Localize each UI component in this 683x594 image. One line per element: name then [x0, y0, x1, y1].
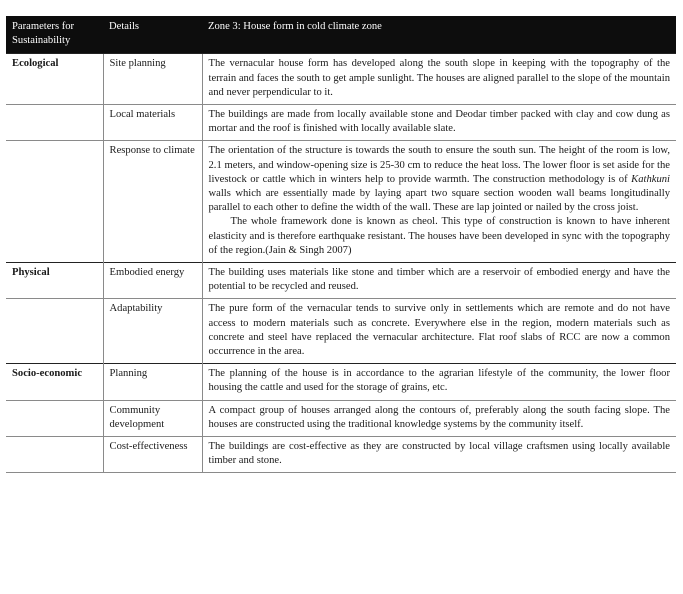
parameter-cell	[6, 141, 103, 263]
description-cell: A compact group of houses arranged along the contours of, preferably along the south facing slope. The houses are constructed using the traditional knowledge systems by the community itself.	[202, 400, 676, 436]
table-row	[6, 141, 676, 263]
table-header-row	[6, 16, 676, 54]
sustainability-table	[6, 16, 676, 473]
detail-cell: Planning	[103, 364, 202, 400]
description-cell: The buildings are cost-effective as they are constructed by local village craftsmen using locally available timber and stone.	[202, 437, 676, 473]
detail-cell: Local materials	[103, 105, 202, 141]
table-row	[6, 400, 676, 436]
parameter-cell: Physical	[6, 263, 103, 299]
description-text: walls which are essentially made by laying apart two square section wooden wall beams longitudinally parallel to each other to define the width of the wall. These are lap jointed or nailed by the cross joist.	[208, 188, 670, 214]
table-row	[6, 105, 676, 141]
parameter-cell: Socio-economic	[6, 364, 103, 400]
table-row	[6, 54, 676, 105]
header-parameters: Parameters for Sustainability	[12, 21, 75, 47]
detail-cell: Cost-effectiveness	[103, 437, 202, 473]
table-row	[6, 299, 676, 364]
description-cell: The vernacular house form has developed along the south slope in keeping with the topography of the terrain and faces the south to get ample sunlight. The houses are aligned parallel to the slope of the mountain and never perpendicular to it.	[202, 54, 676, 105]
detail-cell: Adaptability	[103, 299, 202, 364]
header-details: Details	[109, 21, 140, 32]
header-zone: Zone 3: House form in cold climate zone	[208, 21, 382, 32]
description-paragraph: The whole framework done is known as cheol. This type of construction is known to have inherent elasticity and is therefore earthquake resistant. The houses have been developed in sync with the topography of the region.(Jain & Singh 2007)	[208, 216, 670, 256]
detail-cell: Embodied energy	[103, 263, 202, 299]
description-text: The orientation of the structure is towards the south to ensure the south sun. The height of the room is low, 2.1 meters, and window-opening size is 25-30 cm to reduce the heat loss. The lower floor is set aside for the livestock or cattle which in winters help to provide warmth. The construction methodology is of	[208, 145, 670, 185]
table-row	[6, 437, 676, 473]
parameter-cell	[6, 105, 103, 141]
description-cell: The planning of the house is in accordance to the agrarian lifestyle of the community, the lower floor housing the cattle and used for the storage of grains, etc.	[202, 364, 676, 400]
description-cell: The building uses materials like stone and timber which are a reservoir of embodied energy and have the potential to be recycled and reused.	[202, 263, 676, 299]
description-cell	[202, 141, 676, 263]
parameter-cell	[6, 437, 103, 473]
table-row	[6, 263, 676, 299]
detail-cell: Site planning	[103, 54, 202, 105]
description-emphasis: Kathkuni	[631, 173, 670, 185]
parameter-cell	[6, 400, 103, 436]
parameter-cell	[6, 299, 103, 364]
detail-cell: Community development	[103, 400, 202, 436]
table-row	[6, 364, 676, 400]
detail-cell: Response to climate	[103, 141, 202, 263]
description-cell: The pure form of the vernacular tends to survive only in settlements which are remote and do not have access to modern materials such as concrete. Everywhere else in the region, modern materials such as concrete and steel have replaced the vernacular architecture. Flat roof slabs of RCC are now a common occurrence in the area.	[202, 299, 676, 364]
parameter-cell: Ecological	[6, 54, 103, 105]
description-cell: The buildings are made from locally available stone and Deodar timber packed with clay and cow dung as mortar and the roof is finished with locally available slate.	[202, 105, 676, 141]
